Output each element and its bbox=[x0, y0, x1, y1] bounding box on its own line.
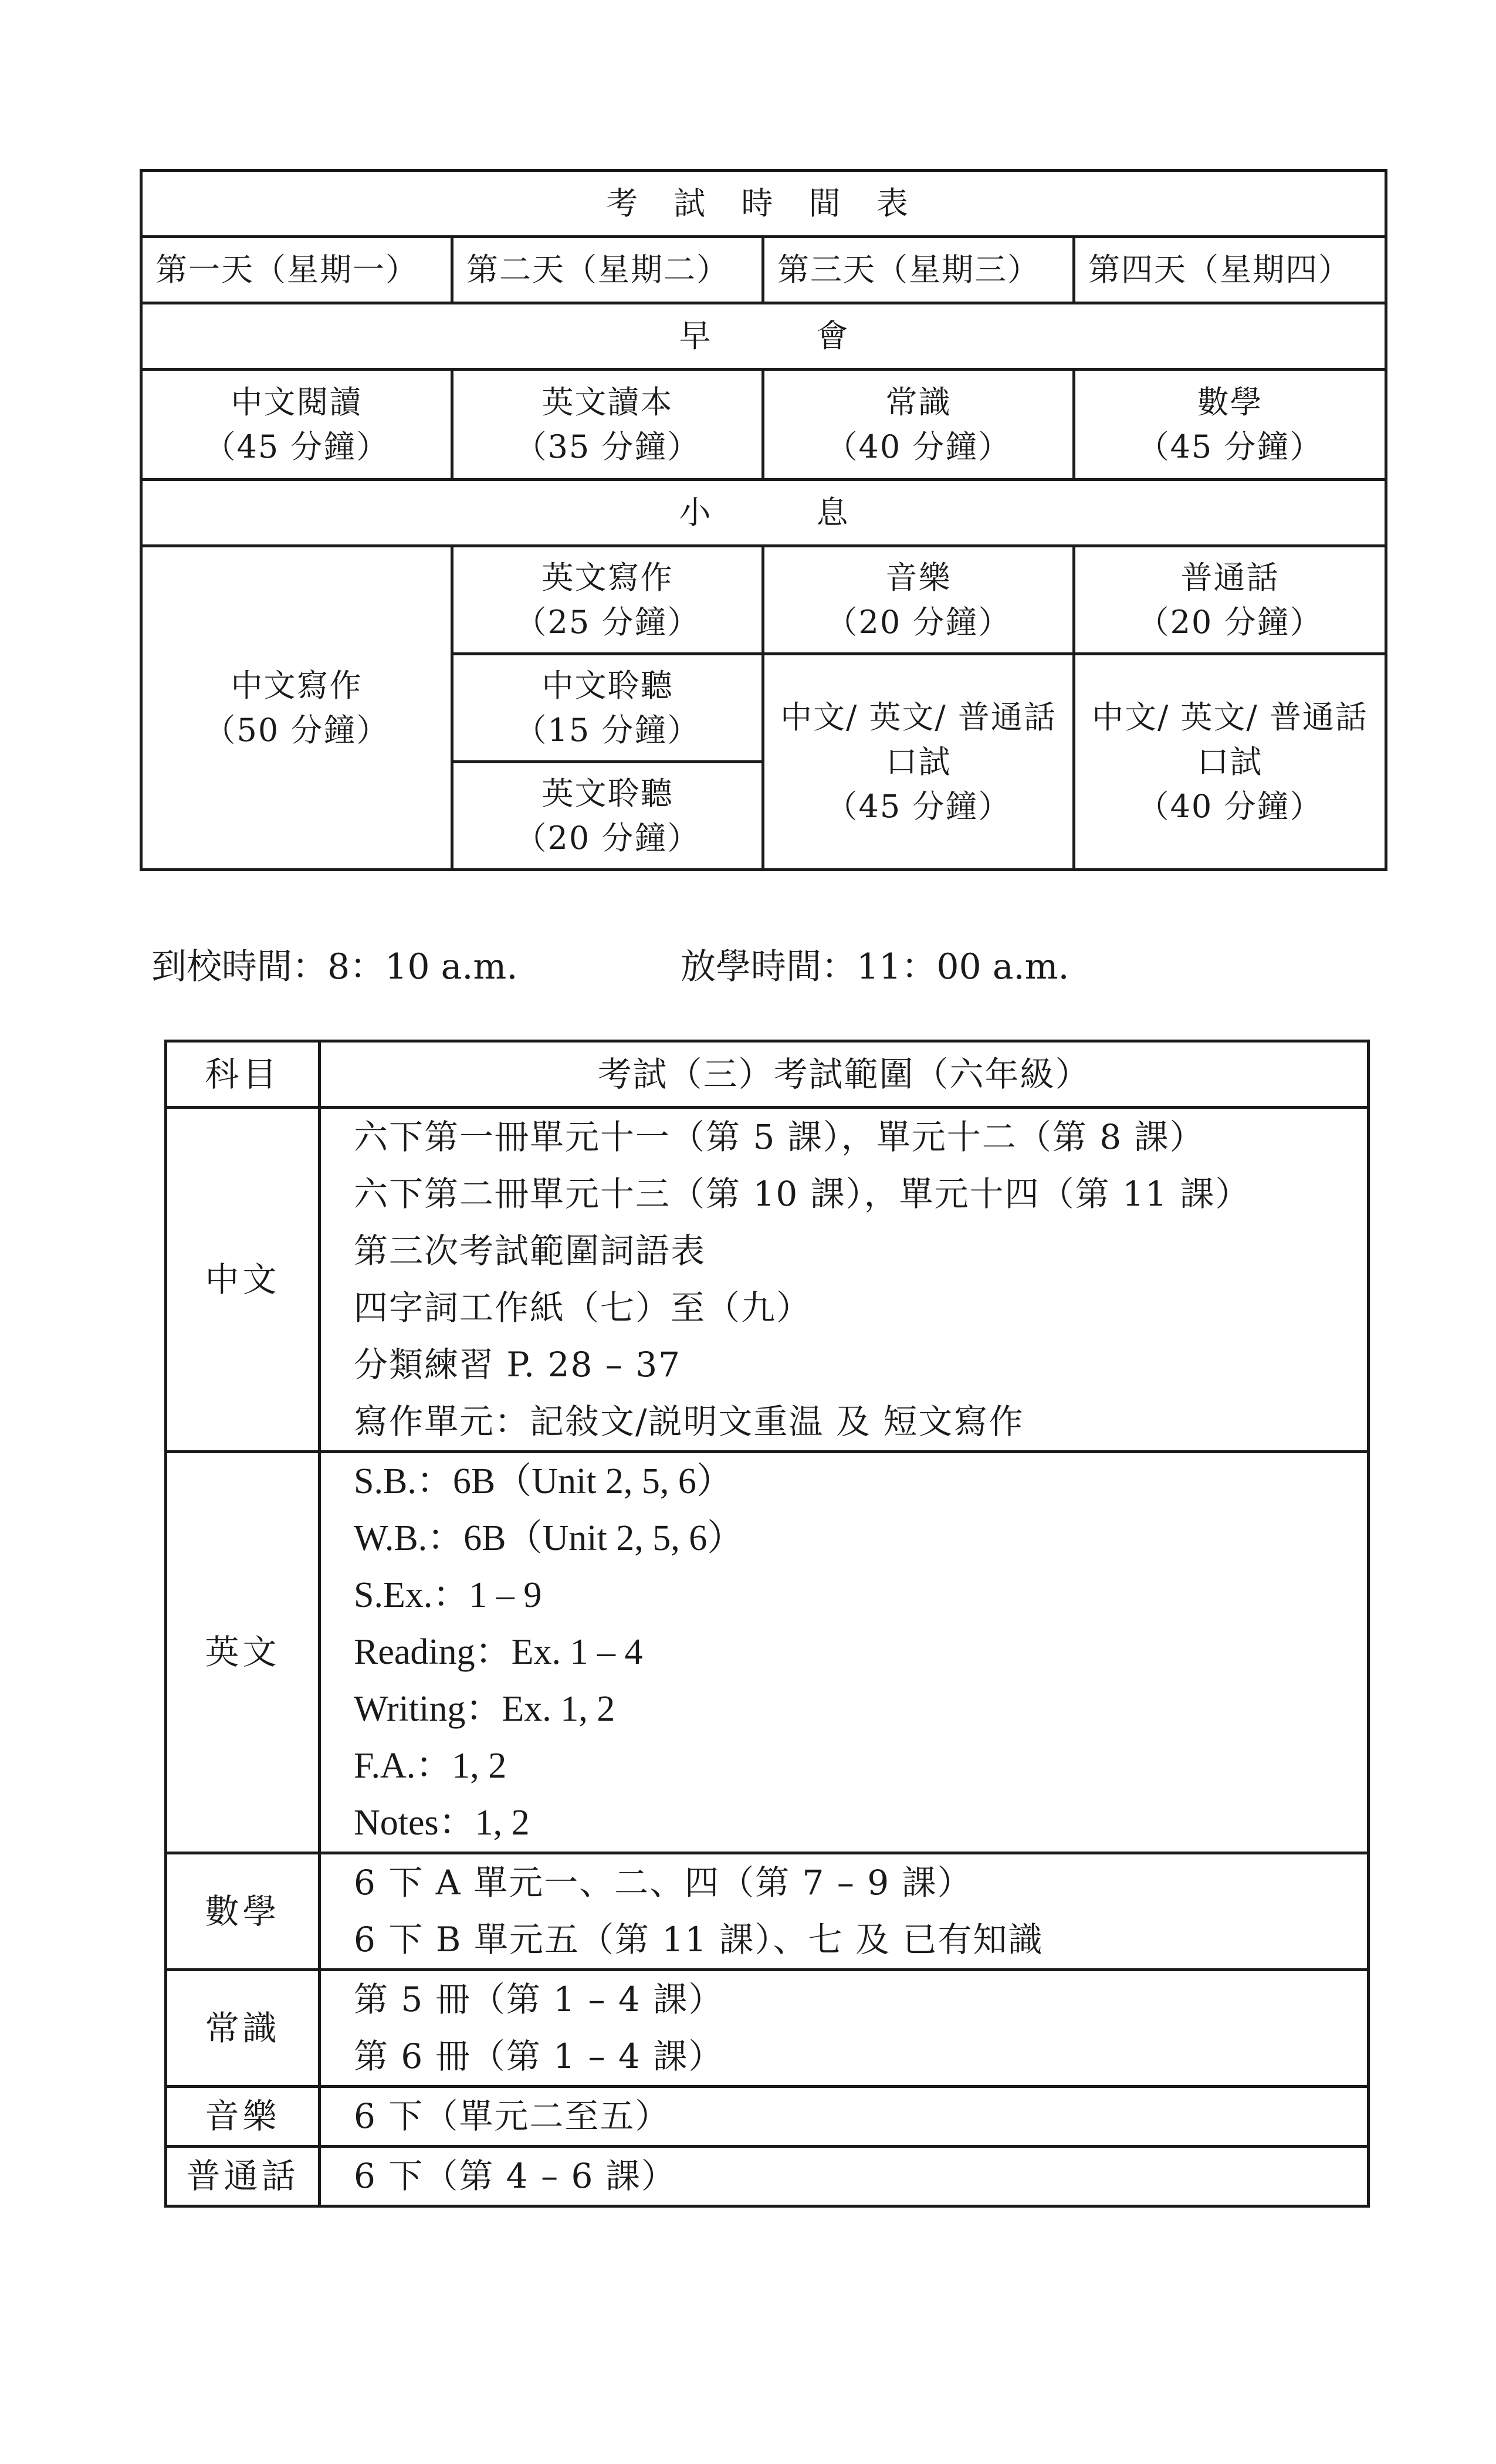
exam-scope-table bbox=[164, 1040, 1370, 2208]
day-3-block2-a bbox=[763, 546, 1074, 654]
scope-header-title: 考試（三）考試範圍（六年級） bbox=[320, 1041, 1369, 1108]
scope-content-chinese bbox=[320, 1108, 1369, 1452]
scope-content-math bbox=[320, 1853, 1369, 1970]
arrival-time: 到校時間：8：10 a.m. bbox=[151, 946, 518, 987]
exam-duration: （15 分鐘） bbox=[515, 711, 700, 749]
schedule-title-row bbox=[141, 171, 1386, 237]
exam-subject: 中文聆聽 bbox=[541, 666, 673, 704]
exam-duration: （40 分鐘） bbox=[825, 428, 1011, 465]
exam-subject: 英文寫作 bbox=[541, 559, 673, 596]
exam-type: 口試 bbox=[885, 743, 952, 780]
subject-math: 數學 bbox=[166, 1853, 320, 1970]
scope-row-music bbox=[166, 2087, 1369, 2147]
exam-schedule-table bbox=[140, 169, 1387, 871]
day-1-header: 第一天（星期一） bbox=[141, 237, 452, 303]
scope-content-putonghua bbox=[320, 2147, 1369, 2206]
break-row bbox=[141, 480, 1386, 546]
exam-duration: （20 分鐘） bbox=[515, 819, 700, 857]
schedule-title: 考 試 時 間 表 bbox=[141, 171, 1386, 237]
exam-subject: 數學 bbox=[1197, 383, 1263, 421]
scope-line: 6 下（第 4 – 6 課） bbox=[354, 2156, 676, 2196]
scope-line: 分類練習 P. 28 – 37 bbox=[354, 1345, 682, 1385]
day-4-block2-b bbox=[1074, 654, 1386, 870]
schedule-days-row bbox=[141, 237, 1386, 303]
exam-duration: （35 分鐘） bbox=[515, 428, 700, 465]
scope-line: Notes：1, 2 bbox=[354, 1803, 530, 1843]
block2-row-1 bbox=[141, 546, 1386, 654]
scope-content-music bbox=[320, 2087, 1369, 2147]
scope-header-row bbox=[166, 1041, 1369, 1108]
scope-header-subject: 科目 bbox=[166, 1041, 320, 1108]
day-2-block2-a bbox=[452, 546, 763, 654]
exam-subject: 中文/ 英文/ 普通話 bbox=[1092, 698, 1368, 736]
day-1-block2 bbox=[141, 546, 452, 870]
exam-subject: 普通話 bbox=[1180, 559, 1280, 596]
scope-line: 第 5 冊（第 1 – 4 課） bbox=[354, 1979, 724, 2019]
exam-duration: （45 分鐘） bbox=[1137, 428, 1323, 465]
subject-music: 音樂 bbox=[166, 2087, 320, 2147]
subject-putonghua: 普通話 bbox=[166, 2147, 320, 2206]
exam-subject: 英文讀本 bbox=[541, 383, 673, 421]
scope-row-chinese bbox=[166, 1108, 1369, 1452]
day-3-header: 第三天（星期三） bbox=[763, 237, 1074, 303]
scope-line: 6 下 A 單元一、二、四（第 7 – 9 課） bbox=[354, 1863, 973, 1903]
exam-duration: （50 分鐘） bbox=[204, 711, 390, 749]
scope-line: W.B.：6B（Unit 2, 5, 6） bbox=[354, 1518, 744, 1558]
day-3-block2-b bbox=[763, 654, 1074, 870]
scope-row-math bbox=[166, 1853, 1369, 1970]
exam-subject: 中文寫作 bbox=[231, 666, 363, 704]
assembly-row bbox=[141, 303, 1386, 370]
scope-content-english bbox=[320, 1452, 1369, 1853]
exam-subject: 中文閱讀 bbox=[231, 383, 363, 421]
scope-line: 四字詞工作紙（七）至（九） bbox=[354, 1288, 812, 1328]
school-times bbox=[0, 943, 1496, 990]
day-2-block2-b bbox=[452, 654, 763, 762]
subject-english: 英文 bbox=[166, 1452, 320, 1853]
day-2-block2-c bbox=[452, 762, 763, 870]
assembly-label: 早會 bbox=[141, 303, 1386, 370]
scope-line: 6 下（單元二至五） bbox=[354, 2096, 671, 2136]
dismissal-time: 放學時間：11：00 a.m. bbox=[681, 946, 1069, 987]
scope-line: 6 下 B 單元五（第 11 課）、七 及 已有知識 bbox=[354, 1920, 1044, 1959]
exam-subject: 中文/ 英文/ 普通話 bbox=[780, 698, 1057, 736]
day-2-header: 第二天（星期二） bbox=[452, 237, 763, 303]
scope-row-general-studies bbox=[166, 1970, 1369, 2087]
scope-row-putonghua bbox=[166, 2147, 1369, 2206]
exam-duration: （25 分鐘） bbox=[515, 603, 700, 641]
scope-line: 寫作單元：記敍文/説明文重温 及 短文寫作 bbox=[354, 1402, 1024, 1441]
exam-duration: （20 分鐘） bbox=[1137, 603, 1323, 641]
block1-row bbox=[141, 370, 1386, 480]
exam-duration: （45 分鐘） bbox=[825, 787, 1011, 825]
exam-subject: 英文聆聽 bbox=[541, 774, 673, 812]
day-4-block1 bbox=[1074, 370, 1386, 480]
scope-line: 第三次考試範圍詞語表 bbox=[354, 1231, 706, 1271]
day-4-block2-a bbox=[1074, 546, 1386, 654]
day-4-header: 第四天（星期四） bbox=[1074, 237, 1386, 303]
exam-subject: 音樂 bbox=[885, 559, 952, 596]
scope-line: 六下第二冊單元十三（第 10 課），單元十四（第 11 課） bbox=[354, 1174, 1251, 1214]
exam-type: 口試 bbox=[1197, 743, 1263, 780]
subject-chinese: 中文 bbox=[166, 1108, 320, 1452]
scope-row-english bbox=[166, 1452, 1369, 1853]
day-2-block1 bbox=[452, 370, 763, 480]
exam-duration: （45 分鐘） bbox=[204, 428, 390, 465]
scope-line: Writing：Ex. 1, 2 bbox=[354, 1689, 615, 1729]
exam-duration: （40 分鐘） bbox=[1137, 787, 1323, 825]
scope-line: 第 6 冊（第 1 – 4 課） bbox=[354, 2036, 724, 2076]
scope-line: 六下第一冊單元十一（第 5 課），單元十二（第 8 課） bbox=[354, 1117, 1205, 1157]
scope-line: Reading：Ex. 1 – 4 bbox=[354, 1632, 643, 1672]
subject-general-studies: 常識 bbox=[166, 1970, 320, 2087]
exam-duration: （20 分鐘） bbox=[825, 603, 1011, 641]
scope-line: S.B.：6B（Unit 2, 5, 6） bbox=[354, 1461, 733, 1501]
scope-line: S.Ex.：1 – 9 bbox=[354, 1575, 542, 1615]
exam-subject: 常識 bbox=[885, 383, 952, 421]
day-3-block1 bbox=[763, 370, 1074, 480]
scope-line: F.A.：1, 2 bbox=[354, 1746, 507, 1786]
scope-content-general-studies bbox=[320, 1970, 1369, 2087]
break-label: 小息 bbox=[141, 480, 1386, 546]
day-1-block1 bbox=[141, 370, 452, 480]
